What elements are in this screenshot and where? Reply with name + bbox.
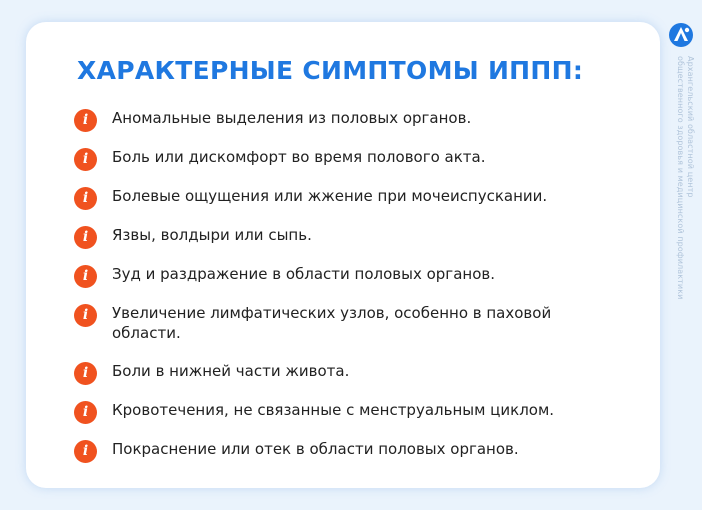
page-title: ХАРАКТЕРНЫЕ СИМПТОМЫ ИППП: — [77, 56, 584, 85]
list-item — [74, 147, 604, 186]
info-icon: i — [74, 226, 97, 249]
organization-logo-icon — [668, 22, 694, 48]
symptom-list — [74, 108, 604, 478]
list-item — [74, 225, 604, 264]
info-icon: i — [74, 362, 97, 385]
info-icon: i — [74, 109, 97, 132]
symptom-text: Язвы, волдыри или сыпь. — [112, 226, 312, 244]
list-item — [74, 108, 604, 147]
list-item — [74, 303, 604, 361]
symptom-text: Боли в нижней части живота. — [112, 362, 350, 380]
list-item — [74, 186, 604, 225]
list-item — [74, 361, 604, 400]
list-item — [74, 439, 604, 478]
symptom-text: Болевые ощущения или жжение при мочеиспускании. — [112, 187, 548, 205]
info-icon: i — [74, 440, 97, 463]
symptom-text: Аномальные выделения из половых органов. — [112, 109, 472, 127]
symptom-text: Покраснение или отек в области половых органов. — [112, 440, 519, 458]
info-icon: i — [74, 401, 97, 424]
info-icon: i — [74, 148, 97, 171]
symptom-text: Увеличение лимфатических узлов, особенно в паховой области. — [112, 304, 552, 342]
info-icon: i — [74, 304, 97, 327]
symptom-text: Кровотечения, не связанные с менструальным циклом. — [112, 401, 555, 419]
symptom-text: Зуд и раздражение в области половых органов. — [112, 265, 495, 283]
info-icon: i — [74, 187, 97, 210]
organization-name: Архангельский областной центр общественного здоровья и медицинской профилактики — [676, 56, 695, 300]
list-item — [74, 400, 604, 439]
list-item — [74, 264, 604, 303]
symptom-text: Боль или дискомфорт во время полового акта. — [112, 148, 486, 166]
info-icon: i — [74, 265, 97, 288]
